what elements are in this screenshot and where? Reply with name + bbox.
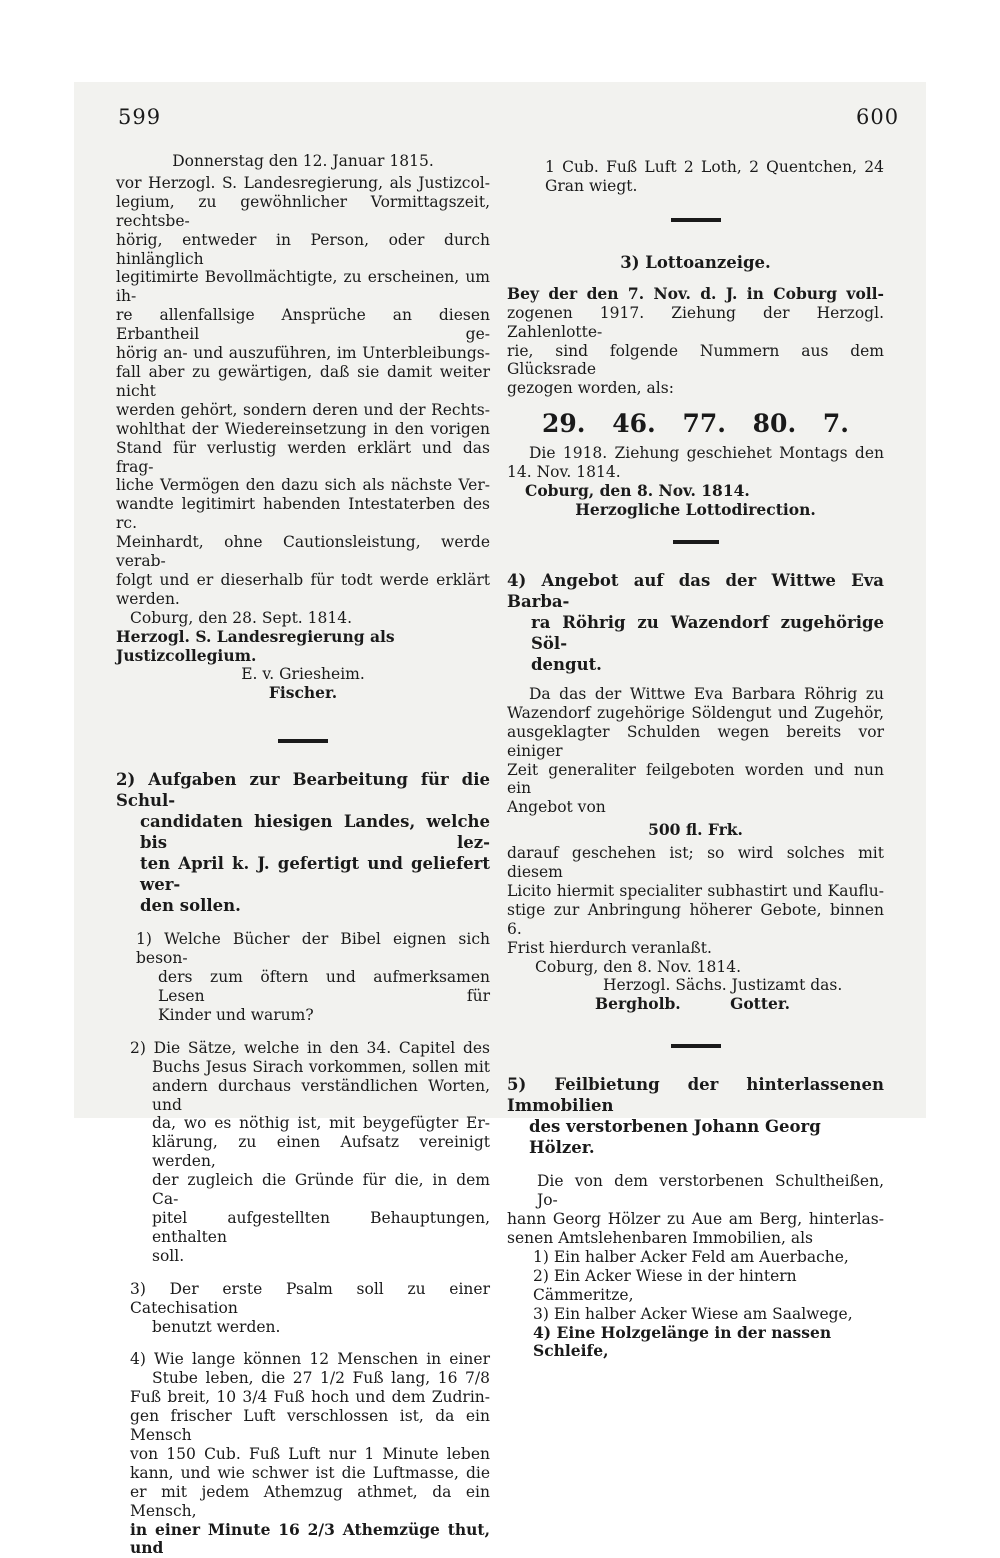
estate-text: Die von dem verstorbenen Schultheißen, Jo- hann Georg Hölzer zu Aue am Berg, hinterlas- senen Amtslehenbaren Immobilien, als: [507, 1172, 884, 1247]
offer-text: darauf geschehen ist; so wird solches mit diesem Licito hiermit specialiter subhastirt und Kauflu- stige zur Anbringung höherer Gebote, binnen 6. Frist hierdurch veranlaßt.: [507, 844, 884, 957]
section-divider: [671, 218, 721, 222]
lotto-text: Bey der den 7. Nov. d. J. in Coburg voll- zogenen 1917. Ziehung der Herzogl. Zahlenlotte- rie, sind folgende Nummern aus dem Glücksrade gezogen worden, als:: [507, 283, 884, 398]
notice-signer: Fischer.: [268, 683, 338, 703]
list-item: 3) Der erste Psalm soll zu einer Catechisation benutzt werden.: [130, 1279, 490, 1336]
section-heading: 4) Angebot auf das der Wittwe Eva Barba- ra Röhrig zu Wazendorf zugehörige Söl- dengut.: [507, 570, 884, 674]
lottery-number: 7.: [822, 409, 849, 439]
left-column: [116, 152, 490, 1558]
list-item: 1) Ein halber Acker Feld am Auerbache,: [533, 1247, 849, 1266]
offer-text: Da das der Wittwe Eva Barbara Röhrig zu Wazendorf zugehörige Söldengut und Zugehör, ausgeklagter Schulden wegen bereits vor einiger Zeit generaliter feilgeboten worden und nun ein Angebot von: [507, 684, 884, 817]
section-heading: 5) Feilbietung der hinterlassenen Immobilien des verstorbenen Johann Georg Hölzer.: [507, 1075, 884, 1158]
section-divider: [278, 739, 328, 743]
section-divider: [673, 540, 719, 544]
list-item: 4) Wie lange können 12 Menschen in einer Stube leben, die 27 1/2 Fuß lang, 16 7/8 Fuß breit, 10 3/4 Fuß hoch und dem Zudrin- gen frischer Luft verschlossen ist, da ein Mensch von 150 Cub. Fuß Luft nur 1 Minute leben kann, und wie schwer ist die Luftmasse, die er mit jedem Athemzug athmet, da ein Mensch, in einer Minute 16 2/3 Athemzüge thut, und: [130, 1350, 490, 1558]
lottery-number: 80.: [752, 409, 797, 439]
list-item: 2) Ein Acker Wiese in der hintern Cämmeritze,: [533, 1266, 797, 1304]
list-item: 2) Die Sätze, welche in den 34. Capitel des Buchs Jesus Sirach vorkommen, sollen mit andern durchaus verständlichen Worten, und da, wo es nöthig ist, mit beygefügter Er- klärung, zu einen Aufsatz vereinigt werden, der zugleich die Gründe für die, in dem Ca- pitel aufgestellten Behauptungen, enthalten soll.: [130, 1038, 490, 1265]
section-heading: 3) Lottoanzeige.: [620, 252, 771, 272]
page-number-right: 600: [856, 105, 900, 129]
next-draw-text: Die 1918. Ziehung geschiehet Montags den 14. Nov. 1814.: [507, 444, 884, 482]
lottery-number: 77.: [682, 409, 726, 439]
date-header: Donnerstag den 12. Januar 1815.: [172, 152, 434, 170]
lottery-number: 46.: [612, 409, 656, 439]
right-column: [507, 158, 884, 1361]
offer-authority: Herzogl. Sächs. Justizamt das.: [603, 976, 843, 995]
section-divider: [671, 1044, 721, 1048]
list-item: 3) Ein halber Acker Wiese am Saalwege,: [533, 1304, 853, 1323]
list-item: 1) Welche Bücher der Bibel eignen sich beson- ders zum öftern und aufmerksamen Lesen für Kinder und warum?: [136, 930, 490, 1024]
notice-text: vor Herzogl. S. Landesregierung, als Justizcol- legium, zu gewöhnlicher Vormittagszeit, rechtsbe- hörig, entweder in Person, oder durch hinlänglich legitimirte Bevollmächtigte, zu erscheinen, um ih- re allenfallsige Ansprüche an diesen Erbantheil ge- hörig an- und auszuführen, im Unterbleibungs- fall aber zu gewärtigen, daß sie damit weiter nicht werden gehört, sondern deren und der Rechts- wohlthat der Wiedereinsetzung in den vorigen Stand für verlustig werden erklärt und das frag- liche Vermögen den dazu sich als nächste Ver- wandte legitimirt habenden Intestaterben des rc. Meinhardt, ohne Cautionsleistung, werde verab- folgt und er dieserhalb für todt werde erklärt werden.: [116, 173, 490, 608]
estate-list: [507, 1248, 884, 1361]
list-item: 4) Eine Holzgelänge in der nassen Schleife,: [533, 1322, 832, 1361]
notice-place-date: Coburg, den 28. Sept. 1814.: [130, 608, 353, 627]
offer-signer: Bergholb.: [595, 994, 681, 1014]
notice-signer: E. v. Griesheim.: [241, 665, 365, 684]
section-heading: 2) Aufgaben zur Bearbeitung für die Schul- candidaten hiesigen Landes, welche bis lez- ten April k. J. gefertigt und geliefert wer- den sollen.: [116, 770, 490, 916]
lottery-number: 29.: [542, 409, 586, 439]
offer-signer: Gotter.: [730, 994, 791, 1014]
lotto-authority: Herzogliche Lottodirection.: [575, 499, 816, 519]
lotto-place-date: Coburg, den 8. Nov. 1814.: [525, 481, 750, 501]
offer-signers: [507, 995, 884, 1014]
offer-amount: 500 fl. Frk.: [648, 820, 743, 840]
continuation-text: 1 Cub. Fuß Luft 2 Loth, 2 Quentchen, 24 Gran wiegt.: [545, 158, 884, 195]
lottery-numbers: [507, 408, 884, 440]
offer-place-date: Coburg, den 8. Nov. 1814.: [535, 957, 742, 976]
page-number-left: 599: [118, 105, 162, 129]
notice-authority: Herzogl. S. Landesregierung als Justizcollegium.: [116, 626, 395, 665]
